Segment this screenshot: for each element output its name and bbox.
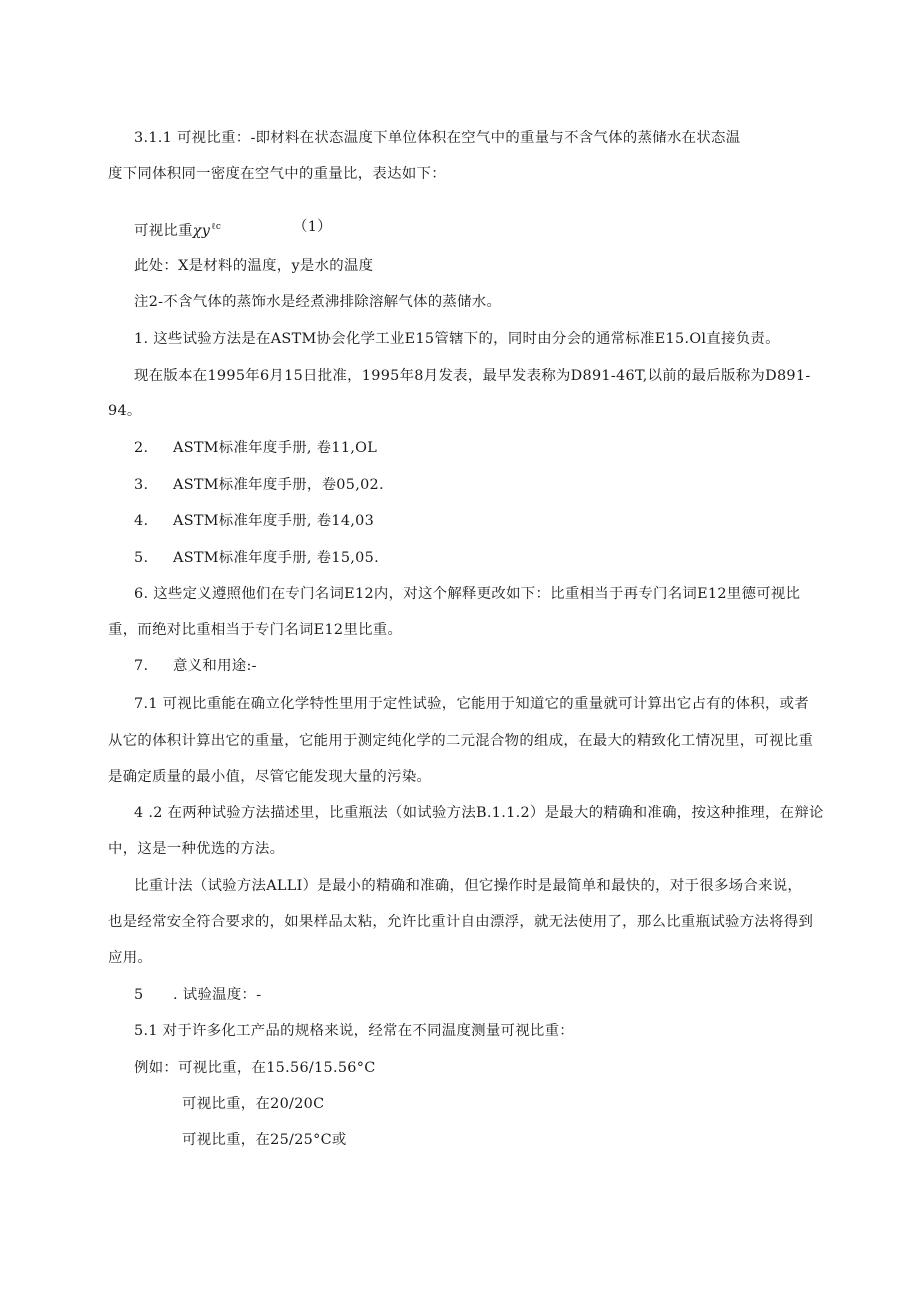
- paragraph-5-1: 5.1 对于许多化工产品的规格来说，经常在不同温度测量可视比重：: [134, 1023, 574, 1039]
- footnote-3-number: 3.: [134, 477, 149, 493]
- footnote-2-text: ASTM标准年度手册, 卷11,OL: [173, 440, 378, 456]
- where-line: 此处：X是材料的温度，y是水的温度: [134, 258, 374, 274]
- footnote-5-text: ASTM标准年度手册, 卷15,05.: [173, 550, 379, 566]
- paragraph-3-1-1-line-1: 3.1.1 可视比重：-即材料在状态温度下单位体积在空气中的重量与不含气体的蒸储水在状态温: [134, 130, 741, 146]
- paragraph-hydrometer-line-2: 也是经常安全符合要求的，如果样品太粘，允许比重计自由漂浮，就无法使用了，那么比重瓶试验方法将得到: [108, 914, 814, 930]
- example-line-3: 可视比重，在25/25°C或: [182, 1132, 347, 1148]
- example-line-1: 例如：可视比重，在15.56/15.56°C: [134, 1060, 376, 1076]
- example-line-2: 可视比重，在20/20C: [182, 1096, 325, 1112]
- paragraph-7-1-line-2: 从它的体积计算出它的重量，它能用于测定纯化学的二元混合物的组成，在最大的精致化工情况里，可视比重: [108, 733, 814, 749]
- footnote-6-line-1: 6. 这些定义遵照他们在专门名词E12内，对这个解释更改如下：比重相当于再专门名词E12里德可视比: [134, 586, 801, 602]
- formula-symbol: χy: [192, 222, 211, 239]
- formula-superscript: ℓc: [211, 222, 222, 232]
- footnote-5-number: 5.: [134, 550, 149, 566]
- footnote-4-text: ASTM标准年度手册, 卷14,03: [173, 513, 375, 529]
- paragraph-4-2-line-2: 中，这是一种优选的方法。: [108, 841, 285, 857]
- footnote-4-number: 4.: [134, 513, 149, 529]
- section-7-number: 7.: [134, 658, 149, 674]
- paragraph-7-1-line-1: 7.1 可视比重能在确立化学特性里用于定性试验，它能用于知道它的重量就可计算出它占有的体积，或者: [134, 696, 810, 712]
- footnote-1-line-1: 1. 这些试验方法是在ASTM协会化学工业E15管辖下的，同时由分会的通常标准E15.Ol直接负责。: [134, 331, 780, 347]
- paragraph-7-1-line-3: 是确定质量的最小值，尽管它能发现大量的污染。: [108, 769, 432, 785]
- note-2: 注2-不含气体的蒸饰水是经煮沸排除溶解气体的蒸储水。: [134, 294, 502, 310]
- paragraph-4-2-line-1: 4 .2 在两种试验方法描述里，比重瓶法（如试验方法B.1.1.2）是最大的精确和准确，按这种推理，在辩论: [134, 805, 824, 821]
- formula-line: [134, 217, 221, 241]
- footnote-2-number: 2.: [134, 440, 149, 456]
- paragraph-hydrometer-line-1: 比重计法（试验方法ALLI）是最小的精确和准确，但它操作时是最简单和最快的，对于很多场合来说，: [134, 878, 803, 894]
- section-7-heading: 意义和用途:-: [173, 658, 257, 674]
- footnote-3-text: ASTM标准年度手册，卷05,02.: [173, 477, 384, 493]
- section-5-number: 5: [134, 987, 144, 1003]
- footnote-1-line-2: 现在版本在1995年6月15日批准，1995年8月发表，最早发表称为D891-46T,以前的最后版称为D891-: [134, 368, 811, 384]
- footnote-6-line-2: 重，而绝对比重相当于专门名词E12里比重。: [108, 622, 403, 638]
- footnote-1-line-3: 94。: [108, 403, 142, 419]
- formula-number: （1）: [293, 219, 332, 235]
- formula-label: 可视比重: [134, 222, 193, 239]
- section-5-heading: . 试验温度：-: [173, 987, 262, 1003]
- paragraph-3-1-1-line-2: 度下同体积同一密度在空气中的重量比，表达如下：: [108, 166, 446, 182]
- paragraph-hydrometer-line-3: 应用。: [108, 950, 153, 966]
